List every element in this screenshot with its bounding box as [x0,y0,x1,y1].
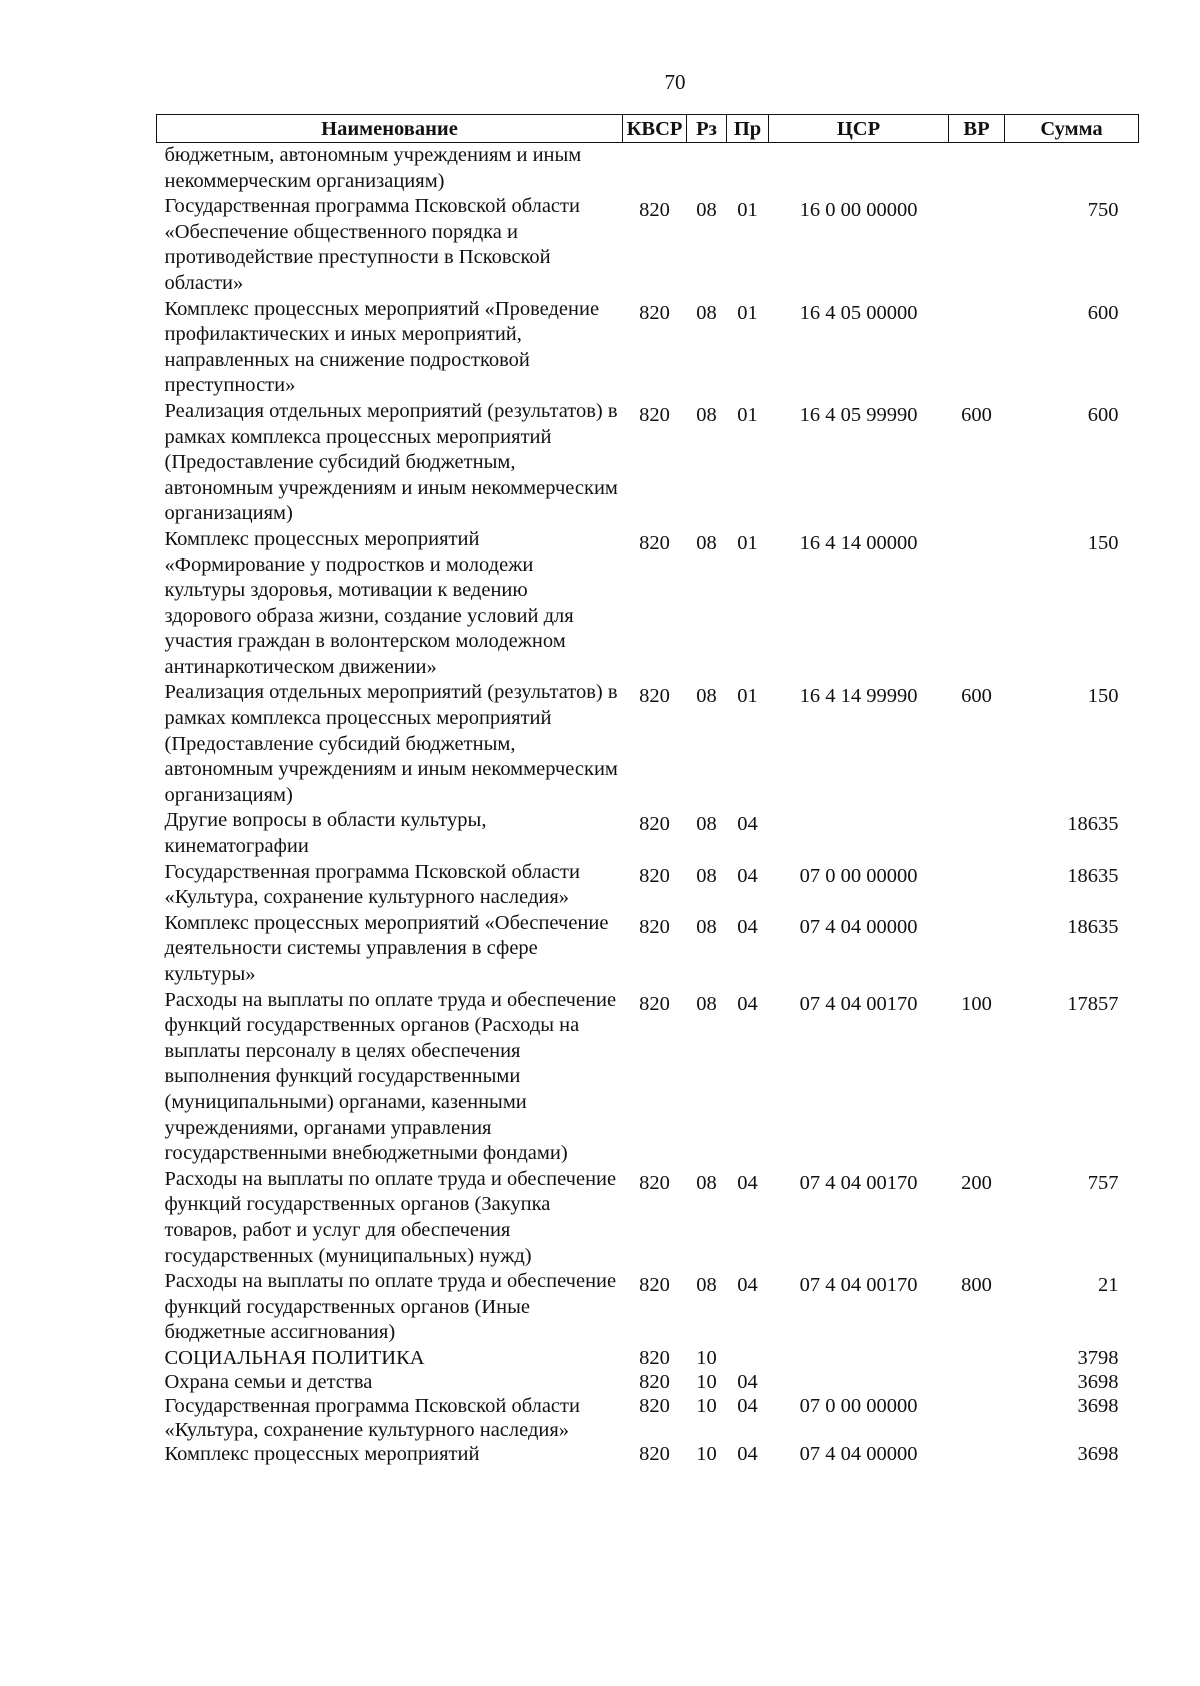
cell-kvsr: 820 [639,1370,670,1393]
table-row [157,680,1139,808]
cell-sum: 3698 [1077,1442,1119,1465]
table-row [157,1394,1139,1442]
cell-csr: 16 4 14 00000 [799,531,918,554]
cell-rz: 08 [696,1274,717,1297]
cell-sum: 600 [1087,403,1119,426]
cell-vr: 800 [961,1274,992,1297]
cell-pr: 04 [737,1171,758,1194]
cell-kvsr: 820 [639,813,670,836]
header-kvsr: КВСР [623,115,687,143]
table-row [157,399,1139,527]
table-row [157,143,1139,195]
cell-sum: 150 [1087,531,1119,554]
cell-csr: 16 4 05 00000 [799,301,918,324]
table-row [157,297,1139,399]
cell-vr [949,1346,1005,1370]
cell-name: Комплекс процессных мероприятий «Проведение профилактических и иных мероприятий, направленных на снижение подростковой преступности» [164,297,600,397]
table-row [157,860,1139,911]
cell-rz: 08 [696,864,717,887]
cell-vr [949,1442,1005,1466]
cell-vr [949,1370,1005,1394]
header-csr: ЦСР [769,115,949,143]
cell-csr: 07 4 04 00170 [799,992,918,1015]
cell-kvsr: 820 [639,864,670,887]
header-pr: Пр [727,115,769,143]
cell-name: Другие вопросы в области культуры, кинематографии [164,809,487,858]
cell-vr: 200 [961,1171,992,1194]
cell-vr [949,143,1005,195]
cell-pr: 04 [737,1442,758,1465]
cell-pr: 01 [737,531,758,554]
budget-table [156,114,1139,1466]
header-rz: Рз [687,115,727,143]
cell-kvsr: 820 [639,992,670,1015]
cell-sum: 18635 [1067,864,1119,887]
cell-sum: 21 [1098,1274,1119,1297]
cell-name: бюджетным, автономным учреждениям и иным некоммерческим организациям) [164,144,582,192]
cell-vr: 100 [961,992,992,1015]
header-vr: ВР [949,115,1005,143]
cell-vr [949,194,1005,296]
cell-vr [949,911,1005,988]
table-row [157,194,1139,296]
cell-vr [949,860,1005,911]
cell-sum: 757 [1087,1171,1119,1194]
cell-rz: 08 [696,531,717,554]
cell-kvsr [623,143,687,195]
cell-name: Охрана семьи и детства [164,1370,373,1393]
table-row [157,1346,1139,1370]
cell-name: СОЦИАЛЬНАЯ ПОЛИТИКА [164,1346,425,1369]
cell-vr [949,527,1005,681]
cell-csr: 16 4 14 99990 [799,685,918,708]
cell-vr: 600 [961,685,992,708]
cell-csr: 07 0 00 00000 [799,864,918,887]
cell-sum: 18635 [1067,813,1119,836]
cell-name: Государственная программа Псковской области «Культура, сохранение культурного наследия» [164,1394,580,1441]
cell-kvsr: 820 [639,531,670,554]
cell-rz [687,143,727,195]
cell-rz: 08 [696,915,717,938]
cell-sum: 600 [1087,301,1119,324]
cell-name: Государственная программа Псковской области «Культура, сохранение культурного наследия» [164,860,580,909]
cell-kvsr: 820 [639,1394,670,1417]
cell-rz: 08 [696,1171,717,1194]
cell-rz: 08 [696,685,717,708]
cell-pr: 01 [737,403,758,426]
cell-pr: 01 [737,199,758,222]
table-row [157,1370,1139,1394]
cell-rz: 08 [696,992,717,1015]
cell-csr: 07 4 04 00000 [799,1442,918,1465]
cell-kvsr: 820 [639,1442,670,1465]
cell-name: Комплекс процессных мероприятий «Формирование у подростков и молодежи культуры здоровья, мотивации к ведению здорового образа жизни, создание условий для участия граждан в волонтерском молодежном антинаркотическом движении» [164,527,574,678]
cell-sum: 3798 [1077,1346,1119,1369]
cell-kvsr: 820 [639,1171,670,1194]
cell-rz: 08 [696,199,717,222]
table-row [157,1442,1139,1466]
cell-name: Расходы на выплаты по оплате труда и обеспечение функций государственных органов (Иные бюджетные ассигнования) [164,1270,617,1344]
cell-csr [769,808,949,859]
header-sum: Сумма [1005,115,1139,143]
cell-pr: 04 [737,1394,758,1417]
cell-kvsr: 820 [639,1346,670,1369]
cell-rz: 10 [696,1346,717,1369]
cell-csr: 07 4 04 00170 [799,1274,918,1297]
cell-vr [949,1394,1005,1442]
cell-name: Государственная программа Псковской области «Обеспечение общественного порядка и противодействие преступности в Псковской области» [164,195,580,294]
cell-csr [769,143,949,195]
cell-kvsr: 820 [639,403,670,426]
cell-rz: 08 [696,403,717,426]
table-row [157,911,1139,988]
table-header-row [157,115,1139,143]
cell-csr: 07 4 04 00170 [799,1171,918,1194]
cell-pr: 04 [737,915,758,938]
cell-name: Реализация отдельных мероприятий (результатов) в рамках комплекса процессных мероприятий (Предоставление субсидий бюджетным, автономным учреждениям и иным некоммерческим организациям) [164,399,618,525]
cell-pr: 04 [737,813,758,836]
table-row [157,988,1139,1167]
cell-sum: 3698 [1077,1370,1119,1393]
table-row [157,527,1139,681]
cell-pr: 04 [737,992,758,1015]
cell-name: Реализация отдельных мероприятий (результатов) в рамках комплекса процессных мероприятий (Предоставление субсидий бюджетным, автономным учреждениям и иным некоммерческим организациям) [164,681,618,806]
cell-vr [949,808,1005,859]
cell-kvsr: 820 [639,199,670,222]
cell-csr [769,1370,949,1394]
page-number: 70 [664,70,686,94]
cell-csr: 16 0 00 00000 [799,199,918,222]
cell-pr [727,143,769,195]
cell-sum: 750 [1087,199,1119,222]
cell-kvsr: 820 [639,301,670,324]
cell-sum: 3698 [1077,1394,1119,1417]
cell-name: Комплекс процессных мероприятий «Обеспечение деятельности системы управления в сфере культуры» [164,911,609,985]
cell-sum: 17857 [1067,992,1119,1015]
cell-name: Комплекс процессных мероприятий [164,1442,480,1465]
header-name: Наименование [157,115,623,143]
cell-rz: 08 [696,301,717,324]
cell-kvsr: 820 [639,915,670,938]
cell-sum [1005,143,1139,195]
table-row [157,808,1139,859]
cell-kvsr: 820 [639,1274,670,1297]
cell-pr: 01 [737,685,758,708]
cell-rz: 10 [696,1394,717,1417]
cell-vr: 600 [961,403,992,426]
table-row [157,1269,1139,1346]
cell-sum: 150 [1087,685,1119,708]
cell-csr: 07 0 00 00000 [799,1394,918,1417]
cell-rz: 10 [696,1370,717,1393]
cell-name: Расходы на выплаты по оплате труда и обеспечение функций государственных органов (Закупка товаров, работ и услуг для обеспечения государственных (муниципальных) нужд) [164,1167,617,1267]
cell-vr [949,297,1005,399]
cell-pr: 01 [737,301,758,324]
cell-pr: 04 [737,864,758,887]
cell-name: Расходы на выплаты по оплате труда и обеспечение функций государственных органов (Расходы на выплаты персоналу в целях обеспечения выполнения функций государственными (муниципальными) органами, казенными учреждениями, органами управления государственными внебюджетными фондами) [164,988,617,1165]
cell-rz: 08 [696,813,717,836]
cell-csr: 16 4 05 99990 [799,403,918,426]
cell-rz: 10 [696,1442,717,1465]
cell-sum: 18635 [1067,915,1119,938]
table-row [157,1167,1139,1269]
cell-csr: 07 4 04 00000 [799,915,918,938]
cell-kvsr: 820 [639,685,670,708]
cell-pr: 04 [737,1370,758,1393]
cell-pr [727,1346,769,1370]
cell-csr [769,1346,949,1370]
cell-pr: 04 [737,1274,758,1297]
